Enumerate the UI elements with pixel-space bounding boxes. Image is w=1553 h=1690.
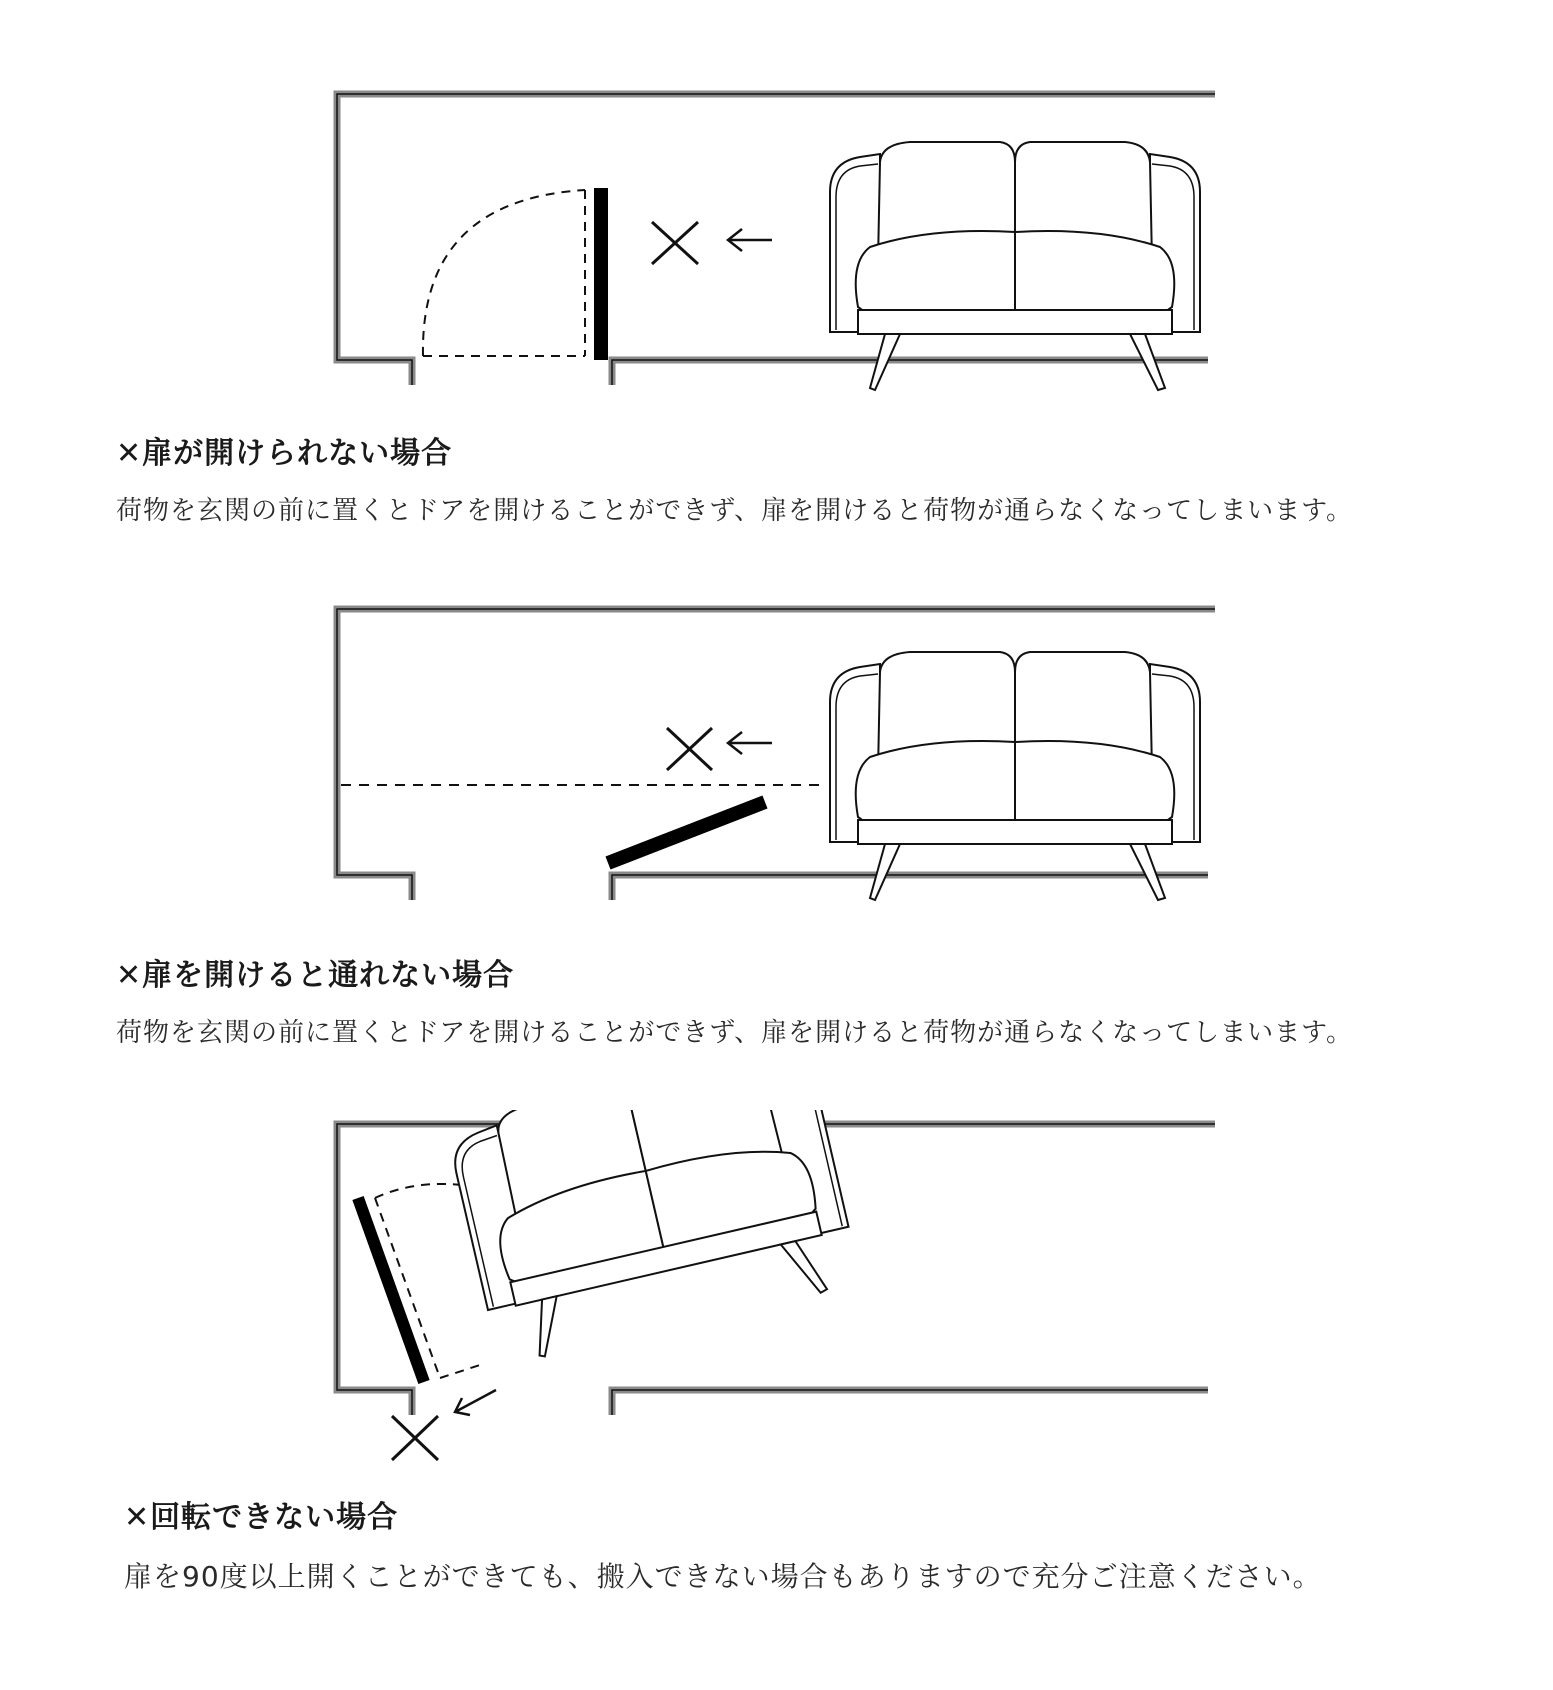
- cross-mark-icon: [392, 1416, 438, 1460]
- sofa-illustration: [445, 1110, 861, 1367]
- section-2-heading: ✕扉を開けると通れない場合: [116, 958, 515, 993]
- diagram-door-blocked: [0, 80, 1553, 400]
- arrow-left-icon: [728, 229, 772, 251]
- sofa-illustration: [830, 142, 1200, 390]
- door-dashed-line: [440, 1365, 480, 1378]
- section-3-caption: 扉を90度以上開くことができても、搬入できない場合もありますので充分ご注意ください。: [124, 1560, 1322, 1593]
- diagram-cannot-rotate: [0, 1110, 1553, 1470]
- arrow-down-left-icon: [455, 1390, 496, 1415]
- section-1-heading: ✕扉が開けられない場合: [116, 436, 453, 471]
- section-3-heading: ✕回転できない場合: [124, 1500, 399, 1535]
- door-panel: [358, 1198, 424, 1382]
- section-2-caption: 荷物を玄関の前に置くとドアを開けることができず、扉を開けると荷物が通らなくなってしまいます。: [116, 1018, 1354, 1048]
- sofa-illustration: [830, 652, 1200, 900]
- door-panel: [608, 802, 765, 863]
- section-1-caption: 荷物を玄関の前に置くとドアを開けることができず、扉を開けると荷物が通らなくなってしまいます。: [116, 496, 1354, 526]
- door-panel: [594, 188, 608, 360]
- cross-mark-icon: [667, 728, 712, 770]
- cross-mark-icon: [652, 222, 698, 264]
- diagram-door-blocks-path: [0, 595, 1553, 915]
- arrow-left-icon: [728, 732, 772, 754]
- door-swing-arc: [423, 190, 585, 356]
